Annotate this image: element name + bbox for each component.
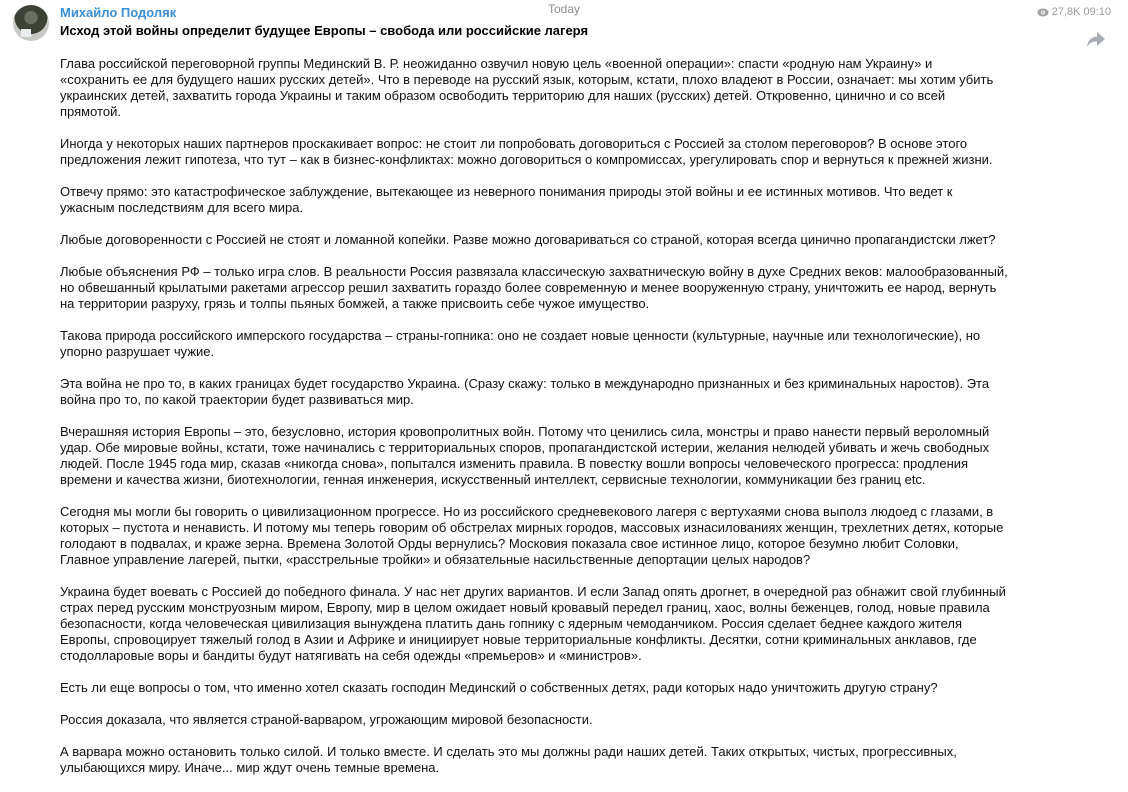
paragraph-line: Любые договоренности с Россией не стоят и ломанной копейки. Разве можно договариваться со страной, которая всегда цинично пропагандистски лжет? xyxy=(60,232,996,247)
paragraph-line: Вчерашняя история Европы – это, безусловно, история кровопролитных войн. Потому что ценились сила, монстры и право нанести первый вероломный xyxy=(60,424,990,439)
paragraph-line: людей. После 1945 года мир, сказав «никогда снова», попытался изменить правила. В повестку вошли вопросы человеческого прогресса: продления xyxy=(60,456,969,471)
paragraph-line: Россия доказала, что является страной-варваром, угрожающим мировой безопасности. xyxy=(60,712,593,727)
post-meta xyxy=(1037,6,1111,18)
paragraph-line: Иногда у некоторых наших партнеров проскакивает вопрос: не стоит ли попробовать договориться с Россией за столом переговоров? В основе этого xyxy=(60,136,968,151)
paragraph-line: Глава российской переговорной группы Мединский В. Р. неожиданно озвучил новую цель «военной операции»: спасти «родную нам Украину» и xyxy=(60,56,933,71)
paragraph-line: Отвечу прямо: это катастрофическое заблуждение, вытекающее из неверного понимания природы этой войны и ее истинных мотивов. Что ведет к xyxy=(60,184,953,199)
post-paragraph xyxy=(60,56,1008,120)
paragraph-line: Сегодня мы могли бы говорить о цивилизационном прогрессе. Но из российского средневекового лагеря с вертухаями снова выполз людоед с глазами, в xyxy=(60,504,994,519)
post-paragraph xyxy=(60,584,1008,664)
author-name[interactable]: Михайло Подоляк xyxy=(60,5,177,20)
paragraph-line: предложения лежит гипотеза, что тут – как в бизнес-конфликтах: можно договориться о компромиссах, урегулировать спор и вернуться к прежней жизни. xyxy=(60,152,993,167)
eye-icon xyxy=(1037,8,1049,17)
paragraph-line: которых – пустота и ненависть. И потому мы теперь говорим об обстрелах мирных городов, массовых изнасилованиях женщин, трехлетних детях, которые xyxy=(60,520,1004,535)
paragraph-line: Любые объяснения РФ – только игра слов. В реальности Россия развязала классическую захватническую войну в духе Средних веков: малообразованный, xyxy=(60,264,1008,279)
paragraph-line: Европы, спровоцирует тяжелый голод в Азии и Африке и инициирует новые территориальные конфликты. Десятки, сотни криминальных анклавов, где xyxy=(60,632,977,647)
post-paragraph xyxy=(60,712,1008,728)
post-paragraph xyxy=(60,424,1008,488)
author-avatar[interactable] xyxy=(13,5,49,41)
paragraph-line: безопасности, когда человеческая цивилизация вынуждена платить дань гопнику с ядерным чемоданчиком. Россия сделает беднее каждого жителя xyxy=(60,616,962,631)
post-paragraph xyxy=(60,232,1008,248)
date-separator: Today xyxy=(547,2,581,16)
post-paragraph xyxy=(60,744,1008,776)
paragraph-line: Такова природа российского имперского государства – страны-гопника: оно не создает новые ценности (культурные, научные или технологические), но xyxy=(60,328,981,343)
paragraph-line: стодолларовые воры и бандиты будут натягивать на себя одежды «премьеров» и «министров». xyxy=(60,648,642,663)
share-arrow-icon[interactable] xyxy=(1086,30,1106,48)
post-paragraph xyxy=(60,680,1008,696)
post-paragraph xyxy=(60,184,1008,216)
paragraph-line: удар. Обе мировые войны, кстати, тоже начинались с территориальных споров, пропагандистской истерии, желания нелюдей убивать и жечь свободных xyxy=(60,440,990,455)
post-body xyxy=(60,56,1008,792)
paragraph-line: Главное управление лагерей, пытки, «расстрельные тройки» и обязательные насильственные депортации целых народов? xyxy=(60,552,811,567)
paragraph-line: украинских детей, захватить города Украины и таким образом освободить территорию для наших (русских) детей. Откровенно, цинично и со всей xyxy=(60,88,946,103)
paragraph-line: прямотой. xyxy=(60,104,121,119)
paragraph-line: страх перед русским монструозным миром, Европу, мир в целом ожидает новый кровавый передел границ, хаос, волны беженцев, голод, новые правила xyxy=(60,600,990,615)
paragraph-line: Эта война не про то, в каких границах будет государство Украина. (Сразу скажу: только в международно признанных и без криминальных наростов). Эта xyxy=(60,376,990,391)
post-paragraph xyxy=(60,376,1008,408)
paragraph-line: упорно разрушает чужие. xyxy=(60,344,215,359)
paragraph-line: Есть ли еще вопросы о том, что именно хотел сказать господин Мединский о собственных детях, ради которых надо уничтожить другую страну? xyxy=(60,680,938,695)
paragraph-line: на территории разруху, грязь и толпы пьяных бомжей, а также присвоить себе чужое имущество. xyxy=(60,296,650,311)
paragraph-line: но обвешанный крылатыми ракетами агрессор решил захватить гораздо более современную и менее вооруженную страну, уничтожить ее народ, вернуть xyxy=(60,280,997,295)
paragraph-line: А варвара можно остановить только силой. И только вместе. И сделать это мы должны ради наших детей. Таких открытых, чистых, прогрессивных, xyxy=(60,744,957,759)
paragraph-line: война про то, по какой траектории будет развиваться мир. xyxy=(60,392,414,407)
paragraph-line: времени и качества жизни, биотехнологии, генная инженерия, искусственный интеллект, сервисные технологии, коммуникации без границ etc. xyxy=(60,472,926,487)
avatar-image-detail xyxy=(21,29,31,37)
paragraph-line: «сохранить ее для будущего наших русских детей». Что в переводе на русский язык, которым, кстати, плохо владеют в России, означает: мы хотим убить xyxy=(60,72,994,87)
view-count: 27,8K xyxy=(1051,6,1081,18)
paragraph-line: ужасным последствиям для всего мира. xyxy=(60,200,304,215)
post-paragraph xyxy=(60,264,1008,312)
post-paragraph xyxy=(60,136,1008,168)
paragraph-line: улыбающихся миру. Иначе... мир ждут очень темные времена. xyxy=(60,760,440,775)
post-time: 09:10 xyxy=(1083,6,1111,18)
post-paragraph xyxy=(60,504,1008,568)
post-paragraph xyxy=(60,328,1008,360)
paragraph-line: голодают в подвалах, и краже зерна. Времена Золотой Орды вернулись? Московия показала свое истинное лицо, которое безумно любит Соловки, xyxy=(60,536,959,551)
post-title: Исход этой войны определит будущее Европы – свобода или российские лагеря xyxy=(60,23,589,38)
paragraph-line: Украина будет воевать с Россией до победного финала. У нас нет других вариантов. И если Запад опять дрогнет, в очередной раз обнажит свой глубинный xyxy=(60,584,1006,599)
